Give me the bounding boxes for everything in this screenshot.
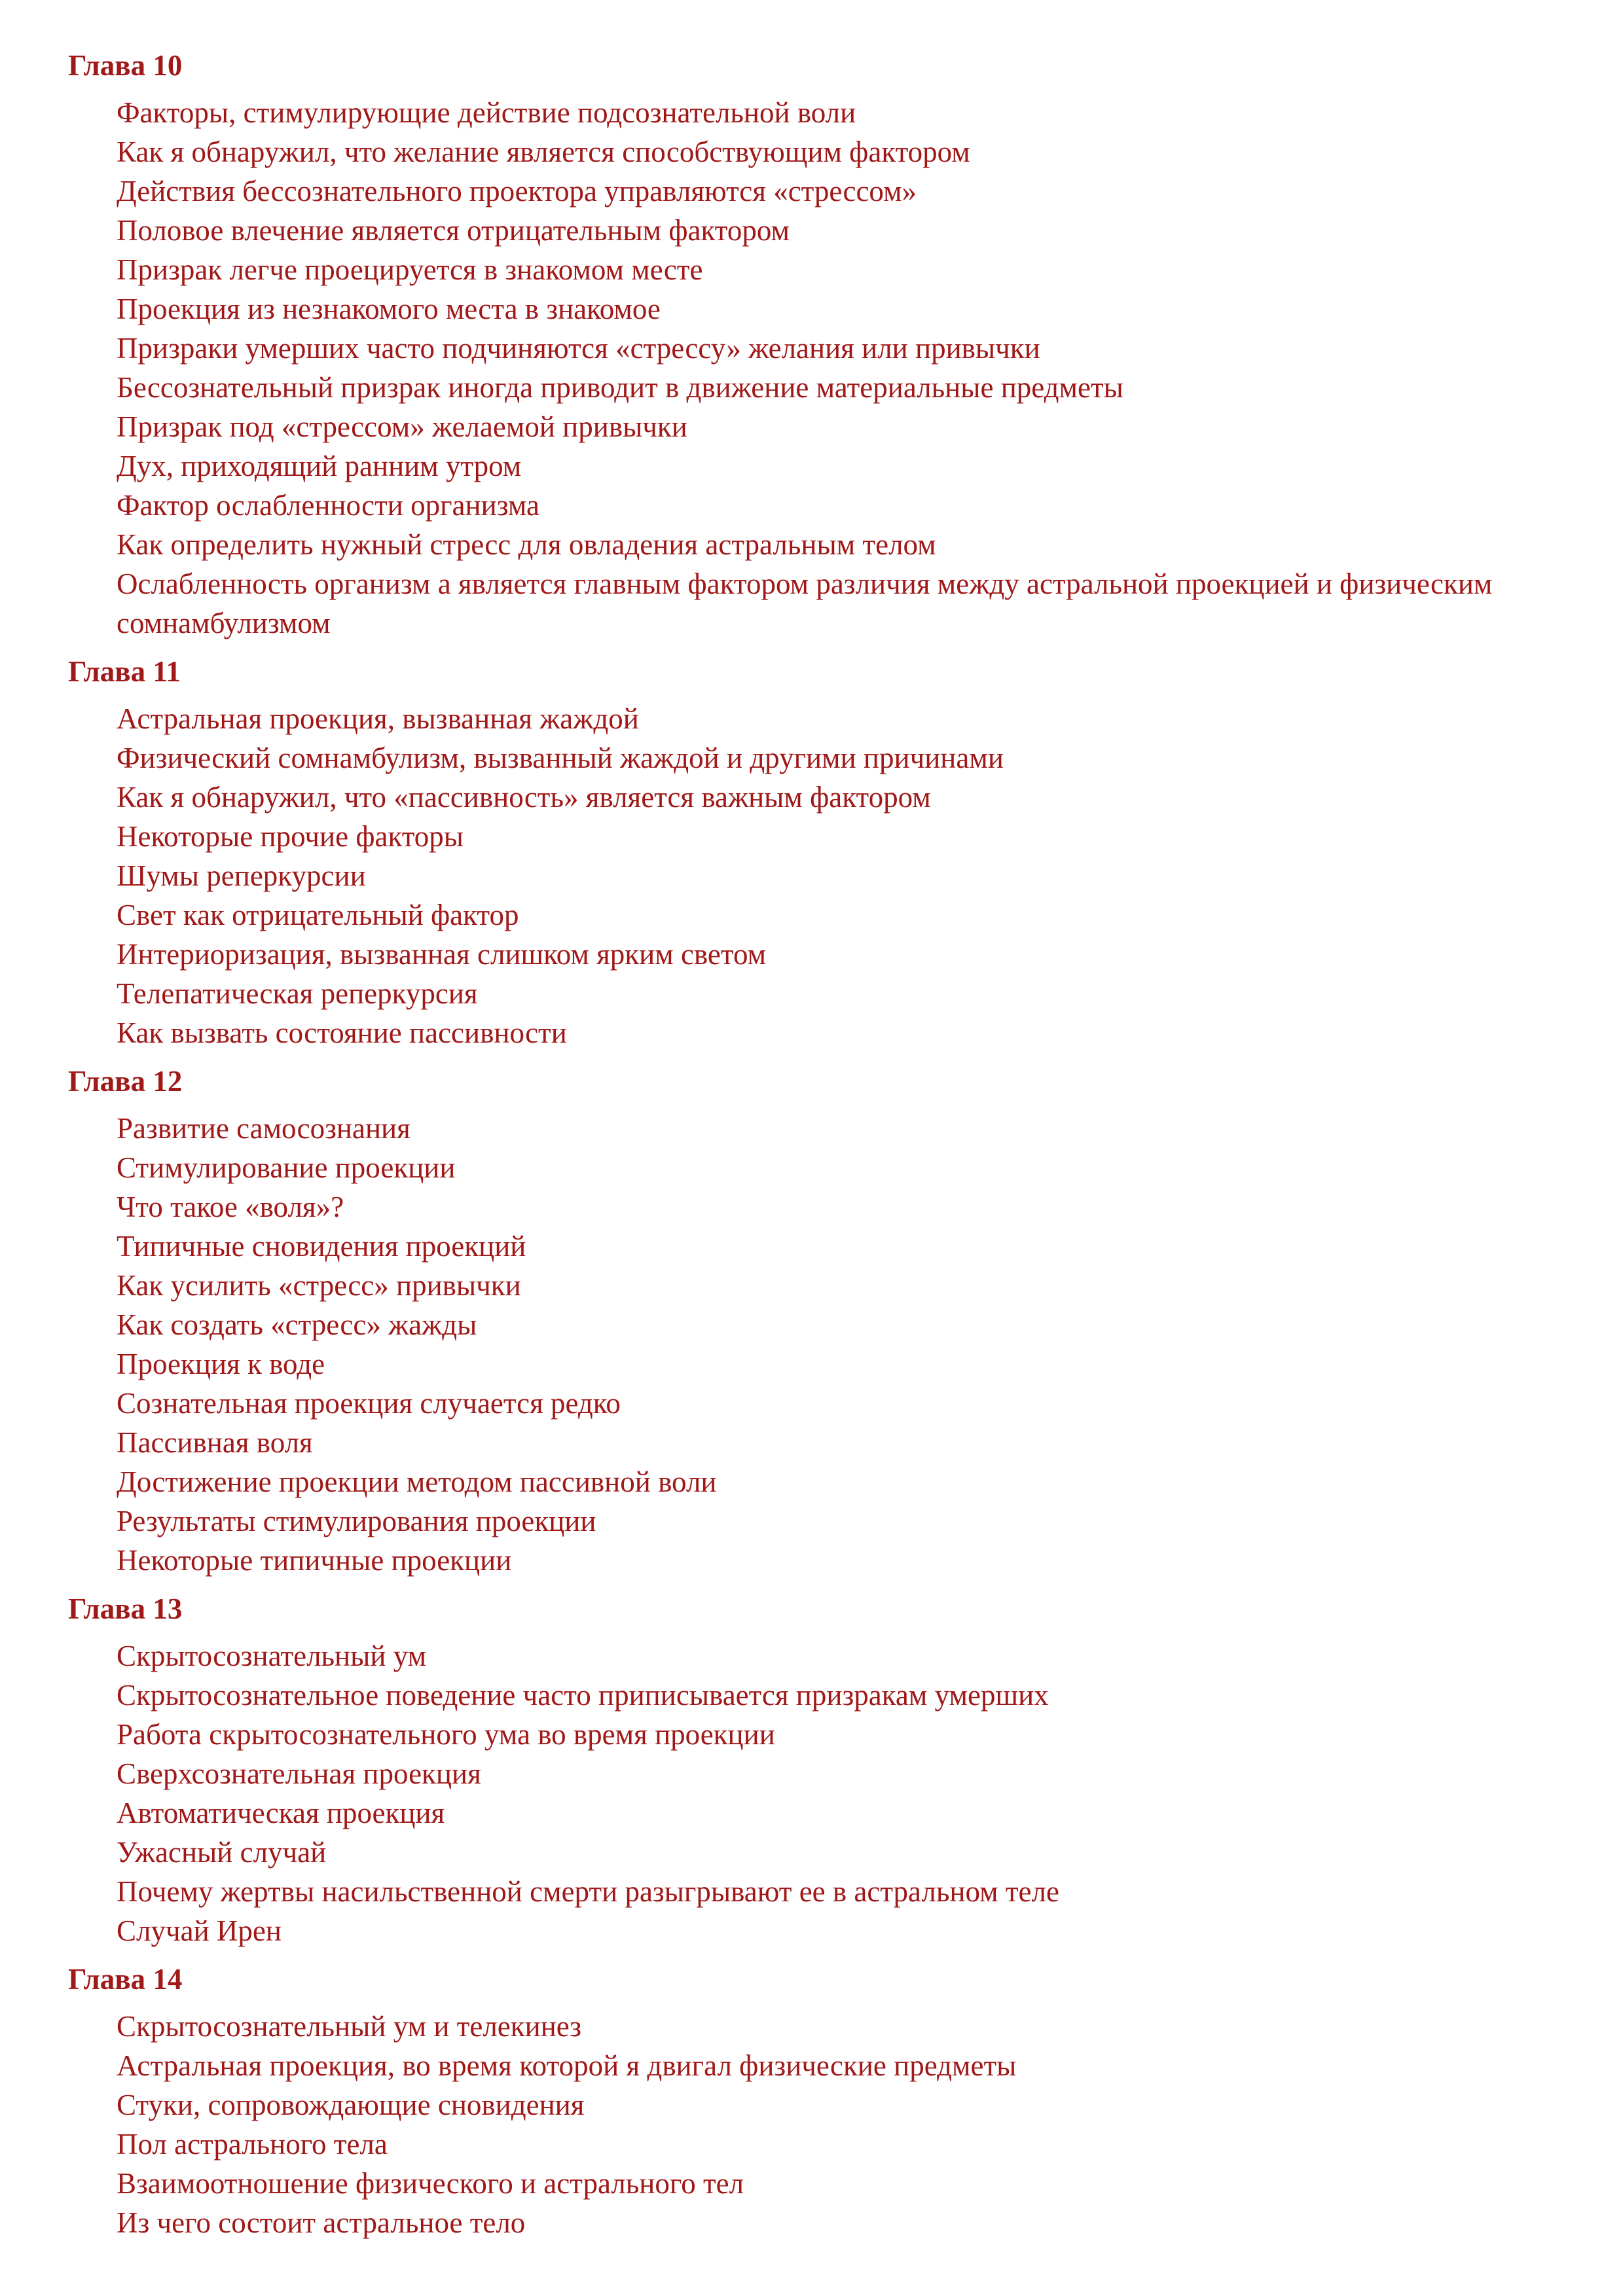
chapter-10 xyxy=(68,46,1574,643)
chapter-items xyxy=(68,699,1574,1052)
toc-entry: Астральная проекция, во время которой я двигал физические предметы xyxy=(117,2049,1017,2082)
chapter-title: Глава 10 xyxy=(68,49,183,82)
chapter-items xyxy=(68,2007,1574,2242)
toc-entry: Взаимоотношение физического и астрального тел xyxy=(117,2167,744,2200)
toc-entry: Призрак под «стрессом» желаемой привычки xyxy=(117,410,687,443)
toc-entry: Шумы реперкурсии xyxy=(117,859,366,892)
toc-entry: Дух, приходящий ранним утром xyxy=(117,450,522,482)
toc-entry: Пассивная воля xyxy=(117,1426,313,1459)
toc-entry: Как я обнаружил, что «пассивность» является важным фактором xyxy=(117,781,931,814)
toc-entry: Случай Ирен xyxy=(117,1914,282,1947)
toc-entry: Факторы, стимулирующие действие подсознательной воли xyxy=(117,96,856,129)
toc-entry: Типичные сновидения проекций xyxy=(117,1230,526,1263)
toc-page xyxy=(68,46,1574,2242)
toc-entry: Стимулирование проекции xyxy=(117,1151,456,1184)
toc-entry: Ужасный случай xyxy=(117,1836,327,1869)
chapter-title: Глава 13 xyxy=(68,1592,183,1625)
toc-entry: Скрытосознательный ум xyxy=(117,1640,427,1672)
toc-entry: Некоторые прочие факторы xyxy=(117,820,464,853)
toc-entry: Призраки умерших часто подчиняются «стрессу» желания или привычки xyxy=(117,332,1040,365)
toc-entry: Астральная проекция, вызванная жаждой xyxy=(117,702,639,735)
toc-entry: Действия бессознательного проектора управляются «стрессом» xyxy=(117,175,917,207)
chapter-11 xyxy=(68,652,1574,1052)
toc-entry: Фактор ослабленности организма xyxy=(117,489,539,522)
toc-entry: Результаты стимулирования проекции xyxy=(117,1505,596,1537)
toc-entry: Из чего состоит астральное тело xyxy=(117,2206,526,2239)
toc-entry: Как вызвать состояние пассивности xyxy=(117,1016,567,1049)
toc-entry: Бессознательный призрак иногда приводит в движение материальные предметы xyxy=(117,371,1123,404)
toc-entry: Ослабленность организм а является главным фактором различия между астральной проекцией и физическим сомнамбулизмом xyxy=(117,567,1493,639)
chapter-title: Глава 11 xyxy=(68,655,181,688)
toc-entry: Скрытосознательный ум и телекинез xyxy=(117,2010,582,2043)
chapter-12 xyxy=(68,1062,1574,1580)
toc-entry: Как создать «стресс» жажды xyxy=(117,1308,477,1341)
toc-entry: Интериоризация, вызванная слишком ярким светом xyxy=(117,938,767,971)
toc-entry: Почему жертвы насильственной смерти разыгрывают ее в астральном теле xyxy=(117,1875,1059,1908)
toc-entry: Физический сомнамбулизм, вызванный жаждой и другими причинами xyxy=(117,742,1004,774)
toc-entry: Свет как отрицательный фактор xyxy=(117,899,519,931)
toc-entry: Как усилить «стресс» привычки xyxy=(117,1269,521,1302)
toc-entry: Как я обнаружил, что желание является способствующим фактором xyxy=(117,135,970,168)
toc-entry: Призрак легче проецируется в знакомом месте xyxy=(117,253,703,286)
chapter-title: Глава 14 xyxy=(68,1963,183,1996)
toc-entry: Стуки, сопровождающие сновидения xyxy=(117,2089,585,2121)
toc-entry: Сознательная проекция случается редко xyxy=(117,1387,621,1420)
toc-entry: Автоматическая проекция xyxy=(117,1797,445,1829)
chapter-title: Глава 12 xyxy=(68,1065,183,1098)
toc-entry: Развитие самосознания xyxy=(117,1112,410,1145)
toc-entry: Проекция к воде xyxy=(117,1348,325,1380)
chapter-items xyxy=(68,1109,1574,1580)
toc-entry: Некоторые типичные проекции xyxy=(117,1544,512,1577)
toc-entry: Пол астрального тела xyxy=(117,2128,388,2161)
toc-entry: Скрытосознательное поведение часто приписывается призракам умерших xyxy=(117,1679,1049,1712)
toc-entry: Проекция из незнакомого места в знакомое xyxy=(117,293,661,325)
chapter-14 xyxy=(68,1960,1574,2242)
chapter-items xyxy=(68,93,1574,643)
toc-entry: Достижение проекции методом пассивной воли xyxy=(117,1465,717,1498)
chapter-items xyxy=(68,1636,1574,1950)
toc-entry: Половое влечение является отрицательным фактором xyxy=(117,214,790,247)
toc-entry: Что такое «воля»? xyxy=(117,1191,344,1223)
toc-entry: Сверхсознательная проекция xyxy=(117,1757,481,1790)
toc-entry: Как определить нужный стресс для овладения астральным телом xyxy=(117,528,936,561)
toc-entry: Телепатическая реперкурсия xyxy=(117,977,478,1010)
toc-entry: Работа скрытосознательного ума во время проекции xyxy=(117,1718,775,1751)
chapter-13 xyxy=(68,1589,1574,1950)
